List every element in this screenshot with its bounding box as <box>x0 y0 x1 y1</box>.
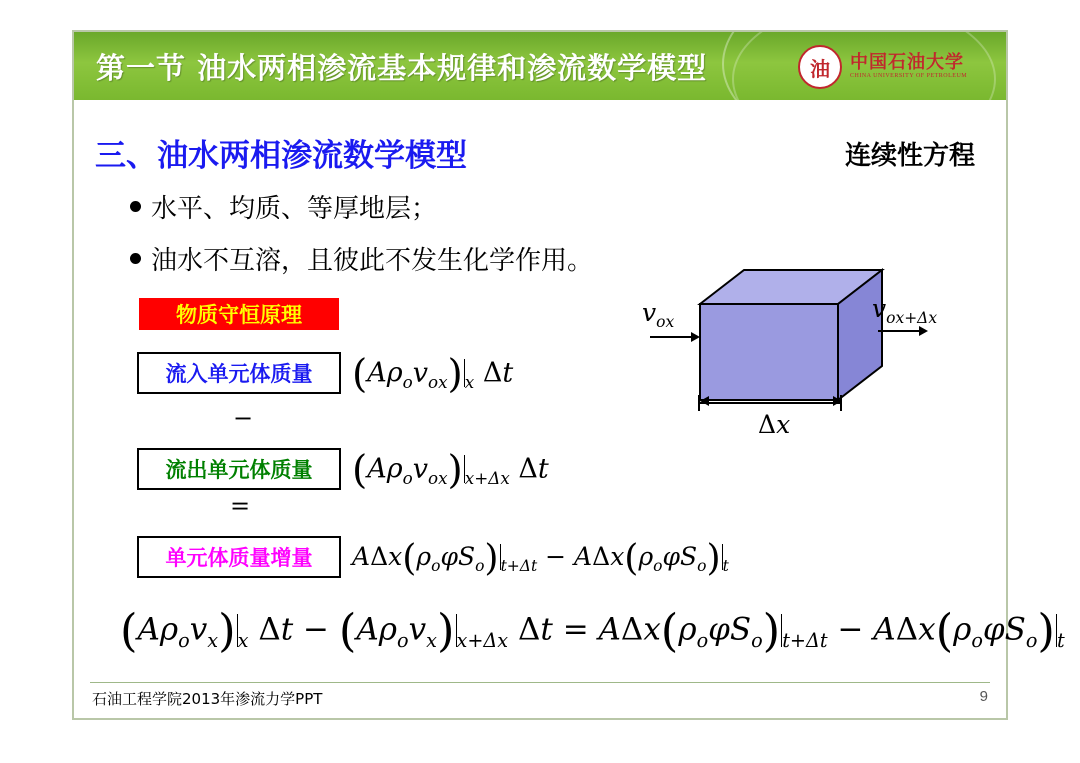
bullet-dot-icon <box>130 201 141 212</box>
university-logo <box>798 44 988 90</box>
footer-divider <box>90 682 990 683</box>
bullet-item-1-text: 水平、均质、等厚地层； <box>151 194 438 224</box>
arrow-in-icon <box>650 336 698 338</box>
bullet-item-1 <box>130 188 437 225</box>
header-title: 第一节 油水两相渗流基本规律和渗流数学模型 <box>96 51 708 85</box>
dimension-label: Δx <box>758 410 791 439</box>
logo-text <box>850 54 967 79</box>
dimension-arrow-left-icon <box>700 396 709 406</box>
bullet-item-2 <box>130 240 593 277</box>
dimension-line <box>698 402 842 404</box>
section-title: 三、油水两相渗流数学模型 <box>95 138 467 174</box>
box-inflow-mass: 流入单元体质量 <box>137 352 341 394</box>
footer-text: 石油工程学院2013年渗流力学PPT <box>92 690 323 708</box>
equation-main-continuity: $(A\rho_ov_x)$ $_x$ $\Delta t - (A\rho_ov_x)$ $_{x+\Delta x}$ $\Delta t = A\Delta x(\rho_o\varphi S_o) _{t+\Delta t} - A\Delta x(\rho_o\varphi S_o)$ $_t$ <box>120 604 1065 657</box>
bullet-item-2-text: 油水不互溶，且彼此不发生化学作用。 <box>151 246 594 276</box>
logo-seal-icon: 油 <box>798 45 842 89</box>
equation-increment: $A\Delta x(\rho_o\varphi S_o) _{t+\Delta t} - A\Delta x(\rho_o\varphi S_o)$ $_t$ <box>352 536 729 579</box>
logo-english-name: CHINA UNIVERSITY OF PETROLEUM <box>850 73 968 80</box>
box-outflow-mass: 流出单元体质量 <box>137 448 341 490</box>
bullet-dot-icon <box>130 253 141 264</box>
arrow-out-icon <box>878 330 926 332</box>
slide-header <box>74 32 1006 100</box>
box-mass-conservation: 物质守恒原理 <box>137 296 341 332</box>
logo-chinese-name: 中国石油大学 <box>850 52 964 74</box>
topic-label: 连续性方程 <box>844 141 975 171</box>
equation-outflow: $(A\rho_ov_{ox})$ $_{x+\Delta x}$ Δt <box>352 448 549 493</box>
box-mass-increment: 单元体质量增量 <box>137 536 341 578</box>
equation-inflow: $(A\rho_ov_{ox})$ $_x$ Δt <box>352 352 514 397</box>
control-volume-diagram <box>640 262 970 457</box>
cube-shape-icon <box>640 262 970 457</box>
velocity-in-label: $v_{ox}$ <box>642 298 675 331</box>
operator-minus: − <box>233 404 254 432</box>
page-number: 9 <box>979 688 988 705</box>
operator-equals: = <box>230 492 251 520</box>
velocity-out-label: $v_{ox+\Delta x}$ <box>872 294 938 327</box>
dimension-arrow-right-icon <box>833 396 842 406</box>
